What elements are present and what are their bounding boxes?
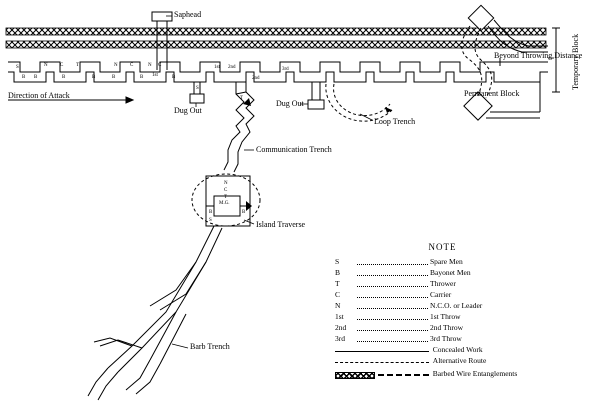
label-barb-trench: Barb Trench bbox=[190, 342, 230, 351]
note-dots bbox=[357, 334, 428, 342]
island-label-MG: M.G. bbox=[219, 201, 230, 206]
trench-label-C-3: C bbox=[158, 63, 162, 68]
trench-label-2nd-a: 2nd bbox=[228, 65, 236, 70]
note-key: S bbox=[335, 257, 340, 266]
trench-label-B-5: B bbox=[112, 75, 116, 80]
note-key: 2nd bbox=[335, 323, 347, 332]
island-label-B-2: B bbox=[242, 210, 246, 215]
note-entry bbox=[335, 267, 550, 278]
note-symbol-entry bbox=[335, 366, 550, 379]
label-dug-out-left: Dug Out bbox=[174, 106, 202, 115]
label-saphead: Saphead bbox=[174, 10, 202, 19]
trench-label-B-2: B bbox=[34, 75, 38, 80]
barbed-wire-band-upper bbox=[6, 28, 546, 35]
trench-label-B-1: B bbox=[22, 75, 26, 80]
loop-trench-arrow bbox=[385, 107, 392, 113]
note-dots bbox=[357, 279, 428, 287]
alternative-route-line-icon bbox=[335, 358, 429, 366]
fire-trench-front-wall bbox=[8, 62, 548, 72]
label-communication-trench: Communication Trench bbox=[256, 145, 332, 154]
note-entry bbox=[335, 278, 550, 289]
island-label-C: C bbox=[224, 188, 228, 193]
note-dots bbox=[357, 290, 428, 298]
note-value: Concealed Work bbox=[432, 345, 483, 354]
dug-out-right bbox=[308, 82, 324, 109]
note-title: NOTE bbox=[428, 242, 457, 252]
trench-label-B-4: B bbox=[92, 75, 96, 80]
trench-label-B-7: B bbox=[172, 75, 176, 80]
barb-trench bbox=[88, 226, 222, 400]
note-value: Spare Men bbox=[430, 257, 463, 266]
label-dug-out-right: Dug Out bbox=[276, 99, 304, 108]
loop-trench bbox=[326, 84, 392, 121]
note-value: Thrower bbox=[430, 279, 456, 288]
barbed-wire-icon bbox=[335, 371, 429, 379]
note-value: Bayonet Men bbox=[430, 268, 471, 277]
trench-label-2nd-b: 2nd bbox=[252, 76, 260, 81]
note-dots bbox=[357, 268, 428, 276]
note-dots bbox=[357, 301, 428, 309]
temporary-block-bracket bbox=[552, 28, 560, 92]
trench-label-N-1: N bbox=[44, 63, 48, 68]
note-key: 3rd bbox=[335, 334, 345, 343]
island-label-B-1: B bbox=[209, 210, 213, 215]
trench-label-N-3: N bbox=[148, 63, 152, 68]
note-entry bbox=[335, 322, 550, 333]
note-key: 1st bbox=[335, 312, 344, 321]
note-entry bbox=[335, 289, 550, 300]
note-value: 2nd Throw bbox=[430, 323, 463, 332]
concealed-work-line-icon bbox=[335, 347, 429, 355]
note-key: C bbox=[335, 290, 341, 299]
trench-label-T-1: T bbox=[76, 63, 80, 68]
note-value: Carrier bbox=[430, 290, 452, 299]
island-label-S-3: S bbox=[209, 218, 212, 223]
note-symbol-entry bbox=[335, 344, 550, 355]
island-label-T: T bbox=[224, 195, 228, 200]
trench-label-1st-b: 1st bbox=[214, 65, 220, 70]
temporary-block-shape bbox=[468, 5, 493, 30]
note-key: B bbox=[335, 268, 341, 277]
note-entry bbox=[335, 300, 550, 311]
note-value: 3rd Throw bbox=[430, 334, 462, 343]
label-direction-of-attack: Direction of Attack bbox=[8, 91, 70, 100]
barbed-wire-band-lower bbox=[6, 41, 546, 48]
note-value: Barbed Wire Entanglements bbox=[432, 369, 518, 378]
communication-trench bbox=[224, 82, 254, 172]
trench-label-1st-a: 1st bbox=[152, 73, 158, 78]
note-legend bbox=[335, 242, 550, 379]
note-entry bbox=[335, 311, 550, 322]
note-dots bbox=[357, 312, 428, 320]
label-beyond-throwing-distance: Beyond Throwing Distance bbox=[494, 51, 583, 60]
label-permanent-block: Permanent Block bbox=[464, 89, 520, 98]
trench-label-B-3: B bbox=[62, 75, 66, 80]
trench-label-B-6: B bbox=[140, 75, 144, 80]
trench-label-N-2: N bbox=[114, 63, 118, 68]
trench-label-C-2: C bbox=[130, 63, 134, 68]
note-value: Alternative Route bbox=[432, 356, 487, 365]
note-entry bbox=[335, 333, 550, 344]
label-island-traverse: Island Traverse bbox=[256, 220, 306, 229]
trench-label-3rd-a: 3rd bbox=[282, 67, 289, 72]
island-label-N: N bbox=[224, 181, 228, 186]
label-temporary-block: Temporary Block bbox=[571, 33, 580, 90]
note-dots bbox=[357, 323, 428, 331]
note-key: T bbox=[335, 279, 340, 288]
label-loop-trench: Loop Trench bbox=[374, 117, 416, 126]
note-value: 1st Throw bbox=[430, 312, 461, 321]
note-symbol-entry bbox=[335, 355, 550, 366]
fire-trench-rear-wall bbox=[8, 72, 548, 82]
note-entry bbox=[335, 256, 550, 267]
note-value: N.C.O. or Leader bbox=[430, 301, 483, 310]
note-dots bbox=[357, 257, 428, 265]
trench-label-S-2: S bbox=[196, 86, 199, 91]
trench-label-S-1: S bbox=[16, 65, 19, 70]
trench-label-C-1: C bbox=[60, 63, 64, 68]
trench-label-T-2: T bbox=[240, 96, 244, 101]
note-key: N bbox=[335, 301, 341, 310]
